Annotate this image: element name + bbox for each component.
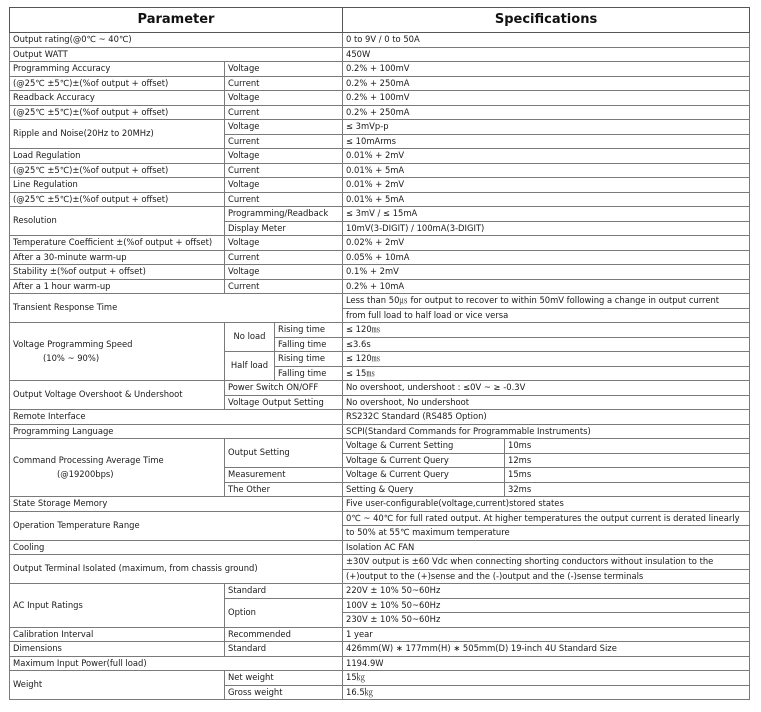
sub-label-current: Current — [225, 163, 343, 178]
table-row — [10, 294, 750, 309]
param-readback-accuracy-line2: (@25℃ ±5℃)±(%of output + offset) — [10, 105, 225, 120]
spec-command-item-time: 32ms — [505, 482, 750, 497]
spec-resolution-display: 10mV(3-DIGIT) / 100mA(3-DIGIT) — [343, 221, 750, 236]
spec-operation-temperature-line2: to 50% at 55℃ maximum temperature — [343, 526, 750, 541]
spec-operation-temperature-line1: 0℃ ~ 40℃ for full rated output. At higher temperatures the output current is derated linearly — [343, 511, 750, 526]
table-row — [10, 540, 750, 555]
spec-half-load-rising: ≤ 120㎳ — [343, 352, 750, 367]
specifications-header: Specifications — [343, 8, 750, 33]
param-state-storage: State Storage Memory — [10, 497, 343, 512]
param-stability-line1: Stability ±(%of output + offset) — [10, 265, 225, 280]
spec-power-switch: No overshoot, undershoot : ≤0V ~ ≥ -0.3V — [343, 381, 750, 396]
spec-line-regulation-voltage: 0.01% + 2mV — [343, 178, 750, 193]
spec-resolution-programming: ≤ 3mV / ≤ 15mA — [343, 207, 750, 222]
param-dimensions: Dimensions — [10, 642, 225, 657]
spec-command-item-name: Voltage & Current Setting — [343, 439, 505, 454]
spec-temp-coefficient-current: 0.05% + 10mA — [343, 250, 750, 265]
param-voltage-programming-speed — [10, 323, 225, 381]
table-row — [10, 279, 750, 294]
spec-readback-accuracy-voltage: 0.2% + 100mV — [343, 91, 750, 106]
header-row — [10, 8, 750, 33]
sub-label-voltage: Voltage — [225, 265, 343, 280]
table-row — [10, 120, 750, 135]
param-load-regulation-line2: (@25℃ ±5℃)±(%of output + offset) — [10, 163, 225, 178]
param-line-regulation-line2: (@25℃ ±5℃)±(%of output + offset) — [10, 192, 225, 207]
spec-transient-response-line1: Less than 50㎲ for output to recover to within 50mV following a change in output current — [343, 294, 750, 309]
spec-programming-accuracy-current: 0.2% + 250mA — [343, 76, 750, 91]
spec-command-item-time: 10ms — [505, 439, 750, 454]
param-programming-accuracy-line2: (@25℃ ±5℃)±(%of output + offset) — [10, 76, 225, 91]
sub-label-falling-time: Falling time — [275, 337, 343, 352]
table-row — [10, 236, 750, 251]
sub-label-option: Option — [225, 598, 343, 627]
spec-stability-current: 0.2% + 10mA — [343, 279, 750, 294]
table-row — [10, 439, 750, 454]
table-row — [10, 192, 750, 207]
param-calibration-interval: Calibration Interval — [10, 627, 225, 642]
spec-cooling: Isolation AC FAN — [343, 540, 750, 555]
spec-command-item-name: Setting & Query — [343, 482, 505, 497]
table-row — [10, 62, 750, 77]
param-weight: Weight — [10, 671, 225, 700]
param-readback-accuracy-line1: Readback Accuracy — [10, 91, 225, 106]
spec-output-terminal-line1: ±30V output is ±60 Vdc when connecting shorting conductors without insulation to the — [343, 555, 750, 570]
sub-label-current: Current — [225, 250, 343, 265]
table-row — [10, 265, 750, 280]
spec-output-watt: 450W — [343, 47, 750, 62]
spec-state-storage: Five user-configurable(voltage,current)stored states — [343, 497, 750, 512]
sub-label-net-weight: Net weight — [225, 671, 343, 686]
param-load-regulation-line1: Load Regulation — [10, 149, 225, 164]
spec-dimensions: 426mm(W) ∗ 177mm(H) ∗ 505mm(D) 19-inch 4U Standard Size — [343, 642, 750, 657]
spec-ripple-voltage: ≤ 3mVp-p — [343, 120, 750, 135]
sub-label-output-setting: Output Setting — [225, 439, 343, 468]
param-command-processing — [10, 439, 225, 497]
sub-label-gross-weight: Gross weight — [225, 685, 343, 700]
sub-label-rising-time: Rising time — [275, 323, 343, 338]
spec-net-weight: 15㎏ — [343, 671, 750, 686]
sub-label-rising-time: Rising time — [275, 352, 343, 367]
table-row — [10, 105, 750, 120]
param-transient-response: Transient Response Time — [10, 294, 343, 323]
table-row — [10, 671, 750, 686]
sub-label-standard: Standard — [225, 642, 343, 657]
sub-label-power-switch: Power Switch ON/OFF — [225, 381, 343, 396]
table-row — [10, 656, 750, 671]
table-row — [10, 555, 750, 570]
sub-label-voltage: Voltage — [225, 236, 343, 251]
param-output-terminal: Output Terminal Isolated (maximum, from chassis ground) — [10, 555, 343, 584]
param-overshoot: Output Voltage Overshoot & Undershoot — [10, 381, 225, 410]
sub-label-voltage: Voltage — [225, 120, 343, 135]
sub-label-voltage-output-setting: Voltage Output Setting — [225, 395, 343, 410]
table-row — [10, 642, 750, 657]
param-programming-language: Programming Language — [10, 424, 343, 439]
table-row — [10, 250, 750, 265]
spec-half-load-falling: ≤ 15㎳ — [343, 366, 750, 381]
sub-label-display-meter: Display Meter — [225, 221, 343, 236]
param-stability-line2: After a 1 hour warm-up — [10, 279, 225, 294]
spec-no-load-falling: ≤3.6s — [343, 337, 750, 352]
table-row — [10, 33, 750, 48]
spec-stability-voltage: 0.1% + 2mV — [343, 265, 750, 280]
sub-label-programming-readback: Programming/Readback — [225, 207, 343, 222]
sub-label-falling-time: Falling time — [275, 366, 343, 381]
param-operation-temperature: Operation Temperature Range — [10, 511, 343, 540]
table-row — [10, 47, 750, 62]
spec-output-rating: 0 to 9V / 0 to 50A — [343, 33, 750, 48]
spec-command-item-name: Voltage & Current Query — [343, 468, 505, 483]
param-max-input-power: Maximum Input Power(full load) — [10, 656, 343, 671]
sub-label-current: Current — [225, 105, 343, 120]
spec-output-terminal-line2: (+)output to the (+)sense and the (-)output and the (-)sense terminals — [343, 569, 750, 584]
parameter-header: Parameter — [10, 8, 343, 33]
param-ripple-noise: Ripple and Noise(20Hz to 20MHz) — [10, 120, 225, 149]
sub-label-voltage: Voltage — [225, 149, 343, 164]
table-row — [10, 207, 750, 222]
table-row — [10, 91, 750, 106]
param-programming-accuracy-line1: Programming Accuracy — [10, 62, 225, 77]
table-row — [10, 381, 750, 396]
sub-label-measurement: Measurement — [225, 468, 343, 483]
sub-label-voltage: Voltage — [225, 178, 343, 193]
spec-remote-interface: RS232C Standard (RS485 Option) — [343, 410, 750, 425]
spec-voltage-output-setting: No overshoot, No undershoot — [343, 395, 750, 410]
table-row — [10, 584, 750, 599]
sub-label-voltage: Voltage — [225, 62, 343, 77]
sub-label-current: Current — [225, 192, 343, 207]
spec-command-item-time: 15ms — [505, 468, 750, 483]
spec-ac-input-option2: 230V ± 10% 50~60Hz — [343, 613, 750, 628]
spec-programming-language: SCPI(Standard Commands for Programmable Instruments) — [343, 424, 750, 439]
specifications-table — [9, 7, 750, 700]
table-row — [10, 497, 750, 512]
sub-label-recommended: Recommended — [225, 627, 343, 642]
spec-ripple-current: ≤ 10mArms — [343, 134, 750, 149]
sub-label-half-load: Half load — [225, 352, 275, 381]
sub-label-standard: Standard — [225, 584, 343, 599]
sub-label-the-other: The Other — [225, 482, 343, 497]
spec-readback-accuracy-current: 0.2% + 250mA — [343, 105, 750, 120]
spec-load-regulation-current: 0.01% + 5mA — [343, 163, 750, 178]
spec-max-input-power: 1194.9W — [343, 656, 750, 671]
sub-label-current: Current — [225, 134, 343, 149]
param-command-processing-line2: (@19200bps) — [57, 468, 114, 479]
spec-command-item-time: 12ms — [505, 453, 750, 468]
sub-label-current: Current — [225, 279, 343, 294]
table-row — [10, 163, 750, 178]
table-row — [10, 178, 750, 193]
table-row — [10, 76, 750, 91]
param-output-rating: Output rating(@0℃ ~ 40℃) — [10, 33, 343, 48]
sub-label-voltage: Voltage — [225, 91, 343, 106]
table-row — [10, 410, 750, 425]
param-ac-input: AC Input Ratings — [10, 584, 225, 628]
param-temp-coefficient-line1: Temperature Coefficient ±(%of output + offset) — [10, 236, 225, 251]
param-command-processing-line1: Command Processing Average Time — [13, 455, 164, 465]
table-row — [10, 627, 750, 642]
param-temp-coefficient-line2: After a 30-minute warm-up — [10, 250, 225, 265]
spec-load-regulation-voltage: 0.01% + 2mV — [343, 149, 750, 164]
spec-no-load-rising: ≤ 120㎳ — [343, 323, 750, 338]
spec-transient-response-line2: from full load to half load or vice versa — [343, 308, 750, 323]
table-row — [10, 511, 750, 526]
param-line-regulation-line1: Line Regulation — [10, 178, 225, 193]
param-cooling: Cooling — [10, 540, 343, 555]
table-row — [10, 323, 750, 338]
param-voltage-programming-speed-line2: (10% ~ 90%) — [43, 352, 100, 363]
sub-label-no-load: No load — [225, 323, 275, 352]
spec-temp-coefficient-voltage: 0.02% + 2mV — [343, 236, 750, 251]
param-voltage-programming-speed-line1: Voltage Programming Speed — [13, 339, 133, 349]
table-row — [10, 424, 750, 439]
spec-ac-input-option1: 100V ± 10% 50~60Hz — [343, 598, 750, 613]
param-remote-interface: Remote Interface — [10, 410, 343, 425]
spec-programming-accuracy-voltage: 0.2% + 100mV — [343, 62, 750, 77]
param-resolution: Resolution — [10, 207, 225, 236]
spec-line-regulation-current: 0.01% + 5mA — [343, 192, 750, 207]
spec-calibration-interval: 1 year — [343, 627, 750, 642]
sub-label-current: Current — [225, 76, 343, 91]
table-row — [10, 149, 750, 164]
spec-gross-weight: 16.5㎏ — [343, 685, 750, 700]
spec-ac-input-standard: 220V ± 10% 50~60Hz — [343, 584, 750, 599]
spec-command-item-name: Voltage & Current Query — [343, 453, 505, 468]
param-output-watt: Output WATT — [10, 47, 343, 62]
